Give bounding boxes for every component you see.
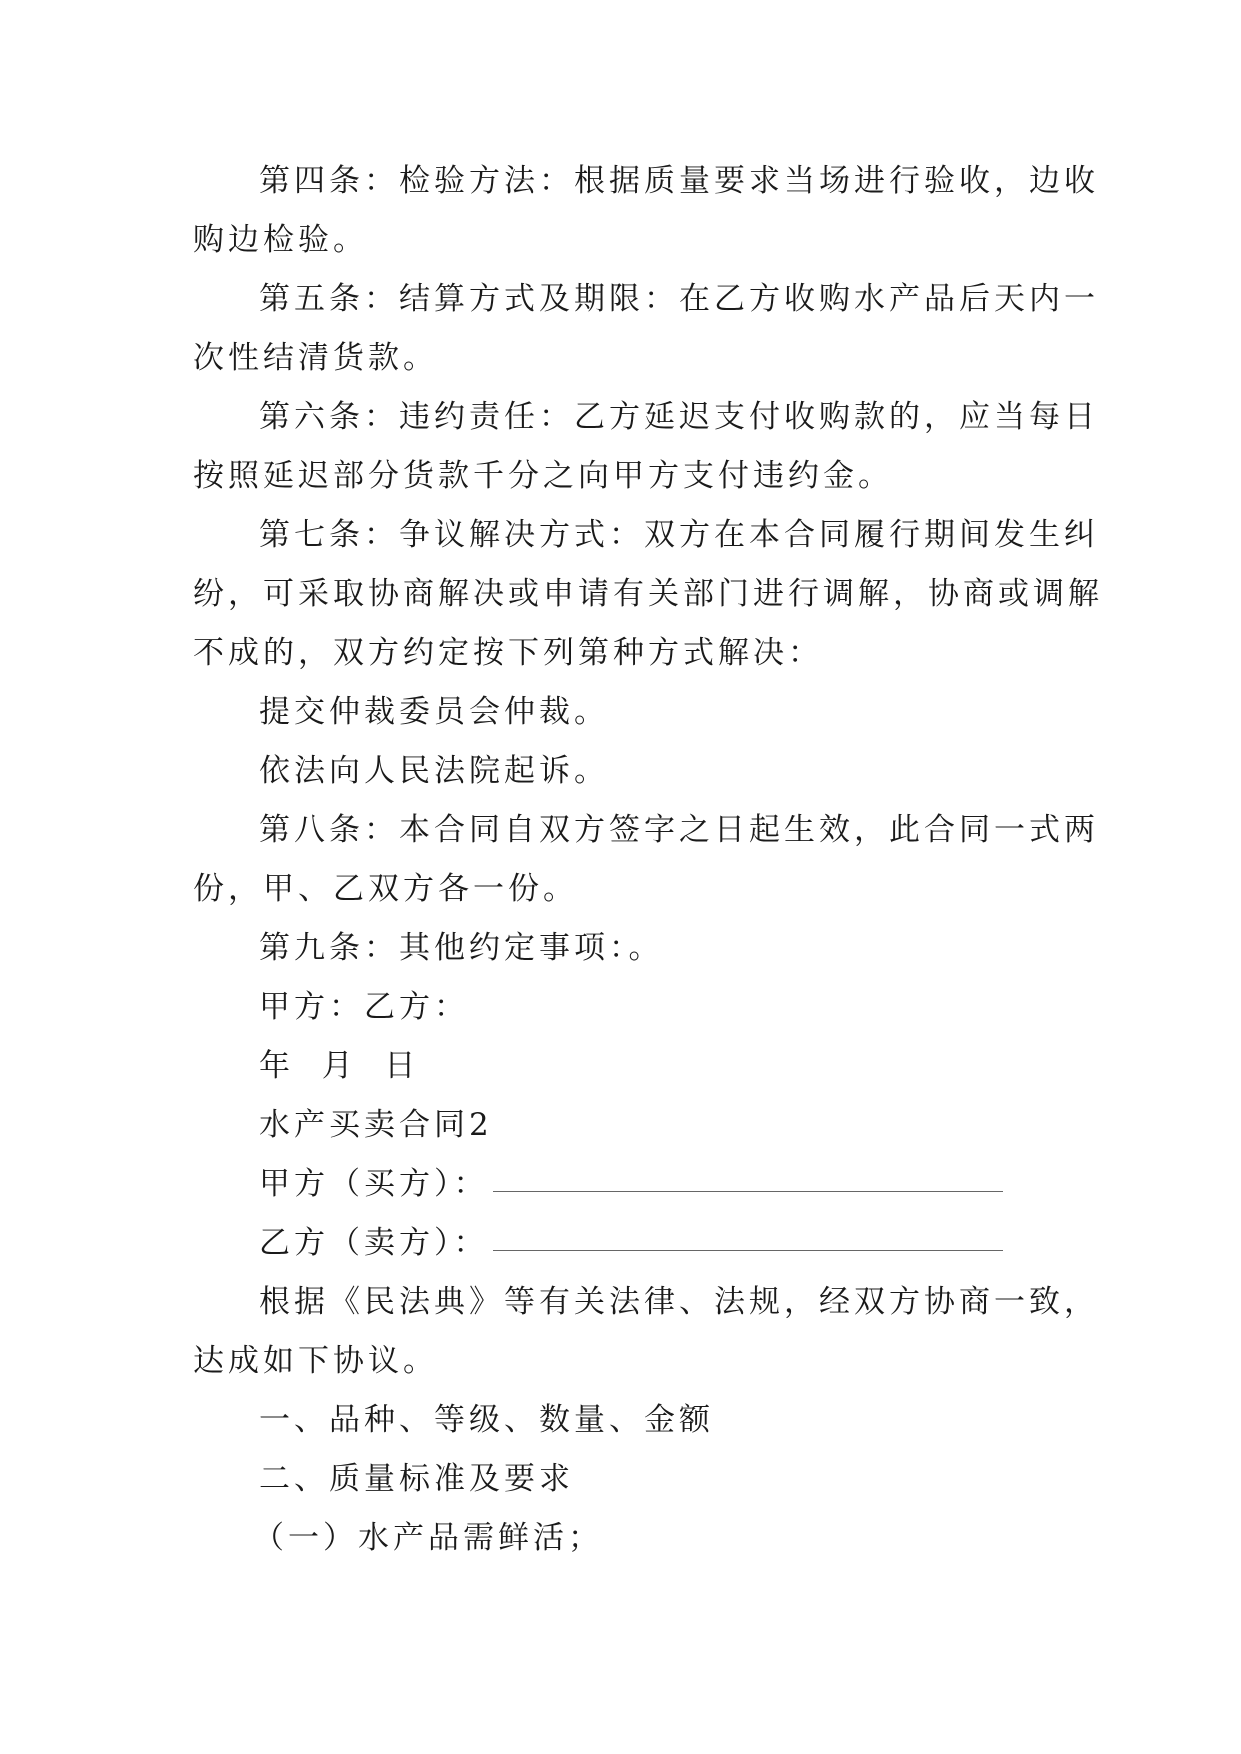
preamble-line-2: 达成如下协议。: [193, 1343, 438, 1379]
article-4-line-2: 购边检验。: [193, 222, 368, 258]
section-1-heading: 一、品种、等级、数量、金额: [259, 1402, 714, 1438]
document-body: [193, 152, 1103, 1568]
party-a-row: [193, 1155, 1053, 1214]
article-7-line-1: 第七条：争议解决方式：双方在本合同履行期间发生纠: [259, 517, 1099, 553]
signature-date: 年 月 日: [259, 1048, 420, 1084]
party-a-blank[interactable]: [493, 1189, 1003, 1192]
article-4-line-1: 第四条：检验方法：根据质量要求当场进行验收，边收: [259, 163, 1099, 199]
preamble-line-1: 根据《民法典》等有关法律、法规，经双方协商一致，: [259, 1284, 1099, 1320]
party-b-row: [193, 1214, 1053, 1273]
article-8-line-2: 份，甲、乙双方各一份。: [193, 871, 578, 907]
party-b-blank[interactable]: [493, 1248, 1003, 1251]
contract-2-title: 水产买卖合同2: [259, 1107, 493, 1143]
signature-parties: 甲方：乙方：: [259, 989, 469, 1025]
section-2-heading: 二、质量标准及要求: [259, 1461, 574, 1497]
party-b-label: 乙方（卖方）：: [259, 1225, 489, 1261]
lawsuit-option: 依法向人民法院起诉。: [259, 753, 609, 789]
arbitration-option: 提交仲裁委员会仲裁。: [259, 694, 609, 730]
article-6-line-1: 第六条：违约责任：乙方延迟支付收购款的，应当每日: [259, 399, 1099, 435]
article-7-line-3: 不成的，双方约定按下列第种方式解决：: [193, 635, 823, 671]
article-5-line-1: 第五条：结算方式及期限：在乙方收购水产品后天内一: [259, 281, 1099, 317]
article-7-line-2: 纷，可采取协商解决或申请有关部门进行调解，协商或调解: [193, 576, 1103, 612]
section-2-item-1: （一）水产品需鲜活；: [253, 1520, 603, 1556]
article-9: 第九条：其他约定事项：。: [259, 930, 664, 966]
article-6-line-2: 按照延迟部分货款千分之向甲方支付违约金。: [193, 458, 893, 494]
party-a-label: 甲方（买方）：: [259, 1166, 489, 1202]
article-8-line-1: 第八条：本合同自双方签字之日起生效，此合同一式两: [259, 812, 1099, 848]
article-5-line-2: 次性结清货款。: [193, 340, 438, 376]
